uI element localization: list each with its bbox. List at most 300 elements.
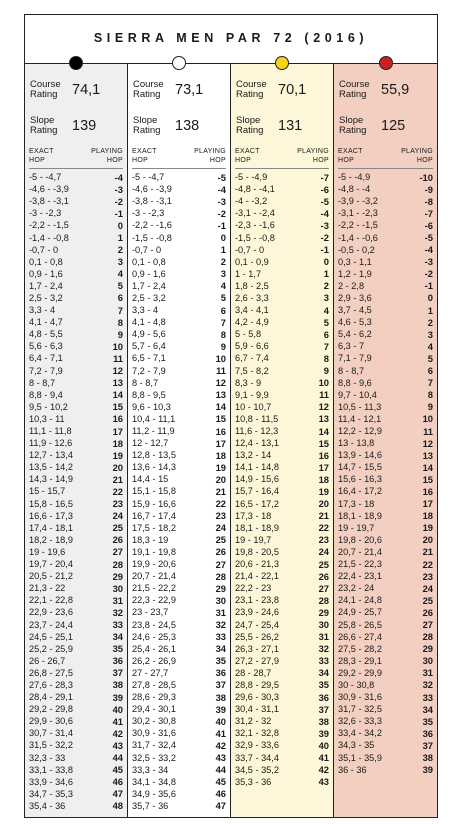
exact-hop-range: 29,6 - 30,3: [235, 692, 279, 703]
playing-hop-value: 19: [112, 449, 123, 461]
exact-hop-range: 1,2 - 1,9: [338, 268, 372, 279]
hop-from: 6,3: [338, 341, 351, 352]
table-row: [235, 582, 329, 594]
hop-from: 14,7: [338, 462, 356, 473]
playing-hop-value: 5: [427, 352, 433, 364]
hop-from: -4,8: [235, 184, 251, 195]
playing-hop-value: 30: [422, 655, 433, 667]
hop-to: 31,1: [261, 704, 279, 715]
table-row: [235, 340, 329, 352]
tee-column-black: [25, 63, 128, 817]
hop-to: 26,1: [158, 643, 176, 654]
exact-hop-range: 24,5 - 25,1: [29, 631, 73, 642]
exact-hop-range: 33,3 - 34: [132, 764, 169, 775]
table-row: [338, 461, 433, 473]
exact-hop-range: 34,7 - 35,3: [29, 788, 73, 799]
hop-from: 10,8: [235, 413, 253, 424]
hop-from: 35,7: [132, 800, 150, 811]
table-row: [29, 219, 123, 231]
playing-hop-value: 32: [318, 643, 329, 655]
hop-to: 25,7: [364, 607, 382, 618]
hop-to: 23,7: [150, 607, 169, 618]
hop-to: 14,9: [55, 474, 73, 485]
table-row: [132, 594, 226, 606]
exact-hop-range: 25,4 - 26,1: [132, 643, 176, 654]
table-row: [235, 437, 329, 449]
exact-hop-range: 3,3 - 4: [29, 305, 56, 316]
hop-from: 17,4: [29, 522, 47, 533]
table-row: [29, 618, 123, 630]
table-row: [29, 558, 123, 570]
hop-to: 8,7: [42, 377, 56, 388]
hop-from: 24,9: [338, 607, 356, 618]
hop-to: 30,6: [55, 716, 73, 727]
hop-to: 22,1: [261, 571, 279, 582]
hop-to: 24,5: [158, 619, 176, 630]
exact-hop-range: 31,2 - 32: [235, 716, 272, 727]
playing-hop-value: 0: [117, 219, 123, 231]
hop-from: 15,8: [29, 498, 47, 509]
playing-hop-value: 22: [318, 522, 329, 534]
exact-hop-range: -0,7 - 0: [235, 244, 265, 255]
hop-from: 0,9: [132, 268, 145, 279]
playing-hop-value: -7: [424, 207, 433, 219]
hop-to: 3,6: [358, 292, 372, 303]
playing-hop-value: 34: [422, 703, 433, 715]
playing-hop-value: 15: [112, 401, 123, 413]
table-row: [132, 643, 226, 655]
exact-hop-range: 20,5 - 21,2: [29, 571, 73, 582]
playing-hop-value: 4: [323, 304, 329, 316]
exact-hop-range: 30 - 30,8: [338, 679, 375, 690]
hop-from: 2,5: [29, 292, 42, 303]
hop-to: 23,6: [55, 607, 73, 618]
exact-hop-range: 23,2 - 24: [338, 583, 375, 594]
hop-to: 23,8: [261, 595, 279, 606]
table-row: [235, 655, 329, 667]
slope-rating-value: 139: [72, 118, 97, 134]
hop-from: 10,4: [132, 413, 150, 424]
hop-to: 26,9: [158, 655, 176, 666]
table-row: [235, 401, 329, 413]
table-row: [29, 776, 123, 788]
exact-hop-range: 19 - 19,6: [29, 546, 66, 557]
course-rating-value: 55,9: [381, 82, 410, 98]
hop-from: 19,7: [29, 559, 47, 570]
exact-hop-range: -3,8 - -3,1: [132, 196, 172, 207]
exact-hop-range: 25,2 - 25,9: [29, 643, 73, 654]
hop-to: 33,8: [55, 764, 73, 775]
hop-to: 24,6: [261, 607, 279, 618]
playing-hop-value: 0: [427, 292, 433, 304]
playing-hop-value: 29: [422, 643, 433, 655]
hop-from: 25,4: [132, 643, 150, 654]
hop-to: 11,9: [157, 426, 175, 437]
table-row: [29, 365, 123, 377]
exact-hop-range: -0,7 - 0: [132, 244, 162, 255]
exact-hop-range: -2,3 - -1,6: [235, 220, 275, 231]
hop-to: 6,6: [255, 341, 269, 352]
exact-hop-range: 35,1 - 35,9: [338, 752, 382, 763]
playing-hop-value: 36: [112, 655, 123, 667]
hop-from: 11,9: [29, 438, 47, 449]
course-rating-label: Course Rating: [30, 78, 61, 100]
hop-from: 28,6: [132, 692, 150, 703]
table-row: [338, 304, 433, 316]
slope-rating: [25, 109, 127, 143]
hop-to: 0: [53, 244, 59, 255]
hop-to: 2,8: [351, 280, 365, 291]
playing-hop-value: 20: [422, 534, 433, 546]
exact-hop-range: 13 - 13,8: [338, 438, 375, 449]
hop-to: 29,3: [158, 692, 176, 703]
playing-hop-value: 28: [215, 570, 226, 582]
table-row: [29, 643, 123, 655]
exact-hop-range: 22,4 - 23,1: [338, 571, 382, 582]
exact-hop-range: -3 - -2,3: [29, 208, 62, 219]
hop-to: 21,4: [158, 571, 176, 582]
exact-hop-range: 33,9 - 34,6: [29, 776, 73, 787]
tee-dot-icon: [172, 56, 186, 70]
table-row: [235, 292, 329, 304]
exact-hop-range: 16,7 - 17,4: [132, 510, 176, 521]
hop-to: 20,4: [55, 559, 73, 570]
hop-from: 21,5: [132, 583, 150, 594]
column-header: [25, 148, 127, 165]
hop-to: 22,9: [158, 595, 176, 606]
hop-from: 21,3: [29, 583, 47, 594]
hop-to: 5,8: [248, 329, 262, 340]
playing-hop-value: 10: [422, 413, 433, 425]
exact-hop-range: 15,8 - 16,5: [29, 498, 73, 509]
playing-hop-value: 40: [112, 703, 123, 715]
hop-from: 24,6: [132, 631, 150, 642]
hop-to: 29,8: [55, 704, 73, 715]
hop-from: 36: [338, 764, 349, 775]
hop-from: 6,5: [132, 353, 145, 364]
playing-hop-value: -1: [114, 207, 123, 219]
hop-to: 28,2: [364, 643, 382, 654]
exact-hop-range: -2,2 - -1,6: [132, 220, 172, 231]
playing-hop-value: 38: [422, 752, 433, 764]
table-row: [29, 764, 123, 776]
exact-hop-range: 29,2 - 29,8: [29, 704, 73, 715]
playing-hop-value: 30: [215, 594, 226, 606]
exact-hop-range: 32,6 - 33,3: [338, 716, 382, 727]
exact-hop-range: 4,9 - 5,6: [132, 329, 166, 340]
playing-hop-value: 5: [323, 316, 329, 328]
playing-hop-value: 26: [215, 546, 226, 558]
hop-from: 30: [338, 679, 349, 690]
hop-from: 27,8: [132, 679, 150, 690]
playing-hop-value: 40: [318, 739, 329, 751]
table-row: [338, 618, 433, 630]
hop-from: 13: [338, 438, 349, 449]
playing-hop-value: 8: [323, 352, 329, 364]
hop-from: 3,3: [132, 305, 145, 316]
hop-to: 26,7: [47, 655, 66, 666]
playing-hop-value: 33: [112, 619, 123, 631]
table-row: [338, 328, 433, 340]
hop-from: 32,3: [29, 752, 47, 763]
table-row: [235, 328, 329, 340]
hop-from: 4,6: [338, 317, 351, 328]
table-row: [235, 244, 329, 256]
playing-hop-value: -1: [217, 219, 226, 231]
exact-hop-range: 18,1 - 18,9: [235, 522, 279, 533]
exact-hop-range: -5 - -4,9: [338, 172, 371, 183]
hop-from: -4,6: [132, 184, 148, 195]
table-row: [29, 679, 123, 691]
hop-to: 34,4: [261, 752, 279, 763]
playing-hop-value: 32: [422, 679, 433, 691]
hop-to: 13,4: [55, 450, 73, 461]
hop-from: 12,4: [235, 438, 253, 449]
hop-from: 14,4: [132, 474, 150, 485]
hop-to: 16,4: [261, 486, 279, 497]
hop-from: 21,5: [338, 559, 356, 570]
hop-from: -1,5: [235, 232, 251, 243]
tee-column-red: [334, 63, 437, 817]
playing-hop-value: 7: [427, 377, 433, 389]
hop-to: 10,4: [358, 389, 377, 400]
playing-hop-value: 9: [323, 365, 329, 377]
hop-to: 4: [49, 305, 56, 316]
playing-hop-value: 31: [112, 594, 123, 606]
exact-hop-range: 19,1 - 19,8: [132, 546, 176, 557]
exact-hop-range: 20,7 - 21,4: [132, 571, 176, 582]
exact-hop-header: EXACT HOP: [235, 148, 260, 164]
playing-hop-value: 35: [422, 715, 433, 727]
table-row: [235, 752, 329, 764]
exact-hop-range: 29,2 - 29,9: [338, 667, 382, 678]
exact-hop-range: 28,6 - 29,3: [132, 692, 176, 703]
exact-hop-range: 29,4 - 30,1: [132, 704, 176, 715]
hop-from: 19: [338, 522, 349, 533]
exact-hop-range: 4,1 - 4,7: [29, 317, 63, 328]
table-row: [338, 715, 433, 727]
exact-hop-range: 18,2 - 18,9: [29, 534, 73, 545]
hop-from: 31,7: [338, 704, 356, 715]
table-row: [338, 473, 433, 485]
exact-hop-range: 30,4 - 31,1: [235, 704, 279, 715]
hop-from: 26: [29, 655, 40, 666]
hop-from: 4,1: [29, 317, 42, 328]
hop-from: 13,5: [29, 462, 47, 473]
hop-to: 30,8: [356, 679, 375, 690]
table-row: [338, 667, 433, 679]
hop-to: 6,4: [152, 341, 166, 352]
hop-to: 15,7: [47, 486, 66, 497]
exact-hop-range: 10,8 - 11,5: [235, 413, 279, 424]
playing-hop-value: 43: [112, 739, 123, 751]
playing-hop-value: 37: [318, 703, 329, 715]
exact-hop-range: 17,5 - 18,2: [132, 522, 176, 533]
hop-from: 8: [132, 377, 138, 388]
playing-hop-value: 30: [112, 582, 123, 594]
hop-from: 8: [338, 365, 344, 376]
hop-to: 24: [364, 583, 375, 594]
hop-from: 10: [235, 401, 246, 412]
hop-from: 23,9: [235, 607, 253, 618]
tee-column-yellow: [231, 63, 334, 817]
table-row: [29, 437, 123, 449]
hop-to: 7,9: [152, 365, 166, 376]
hop-to: 2,4: [152, 280, 166, 291]
hop-from: 29,2: [338, 667, 356, 678]
playing-hop-value: 17: [422, 498, 433, 510]
hop-from: 10,3: [29, 413, 47, 424]
hop-to: 34,6: [55, 776, 73, 787]
exact-hop-range: 1,8 - 2,5: [235, 280, 269, 291]
exact-hop-range: 32,1 - 32,8: [235, 728, 279, 739]
hop-to: 20,5: [261, 546, 279, 557]
table-row: [235, 365, 329, 377]
tee-dot-icon: [379, 56, 393, 70]
hop-to: 14,3: [158, 462, 176, 473]
playing-hop-value: 45: [215, 776, 226, 788]
playing-hop-value: 25: [215, 534, 226, 546]
playing-hop-value: -5: [424, 232, 433, 244]
table-row: [338, 183, 433, 195]
table-row: [235, 703, 329, 715]
hop-from: 34,9: [132, 788, 150, 799]
exact-hop-range: 8 - 8,7: [29, 377, 56, 388]
hop-to: 31,4: [55, 728, 73, 739]
table-row: [235, 727, 329, 739]
playing-hop-value: 22: [215, 498, 226, 510]
hop-from: 32,1: [235, 728, 253, 739]
hop-from: -2,2: [338, 220, 354, 231]
hop-to: 9: [255, 377, 262, 388]
playing-hop-value: 26: [422, 606, 433, 618]
hop-from: 15,9: [132, 498, 150, 509]
playing-hop-value: 12: [318, 401, 329, 413]
playing-hop-value: 24: [422, 582, 433, 594]
playing-hop-value: 27: [112, 546, 123, 558]
playing-hop-value: 6: [323, 328, 329, 340]
table-row: [29, 498, 123, 510]
hop-to: -3,9: [156, 184, 172, 195]
hop-to: 8,2: [255, 365, 269, 376]
hop-from: 12: [132, 438, 143, 449]
playing-hop-value: 25: [112, 522, 123, 534]
playing-hop-value: 9: [220, 340, 226, 352]
table-row: [29, 377, 123, 389]
exact-hop-range: 15 - 15,7: [29, 486, 66, 497]
table-row: [29, 328, 123, 340]
table-row: [132, 461, 226, 473]
table-row: [29, 413, 123, 425]
hop-from: -0,7: [29, 244, 45, 255]
hop-to: 30,3: [261, 692, 279, 703]
playing-hop-value: 5: [117, 280, 123, 292]
course-rating-value: 70,1: [278, 82, 307, 98]
exact-hop-range: 14,4 - 15: [132, 474, 169, 485]
table-row: [29, 739, 123, 751]
playing-hop-value: 0: [220, 232, 226, 244]
hop-from: 29,4: [132, 704, 150, 715]
playing-hop-value: 43: [318, 776, 329, 788]
hop-from: 27,6: [29, 679, 47, 690]
hop-from: -4,6: [29, 184, 45, 195]
exact-hop-range: 28 - 28,7: [235, 667, 272, 678]
exact-hop-range: -4,8 - -4: [338, 184, 371, 195]
table-row: [132, 703, 226, 715]
table-row: [29, 425, 123, 437]
hop-from: 16,5: [235, 498, 253, 509]
hop-to: 33,2: [158, 752, 176, 763]
exact-hop-range: 35,7 - 36: [132, 800, 169, 811]
hop-to: 1,6: [152, 268, 166, 279]
hop-from: 8,3: [235, 377, 248, 388]
table-row: [235, 618, 329, 630]
exact-hop-range: 26,8 - 27,5: [29, 667, 73, 678]
tee-dot-icon: [275, 56, 289, 70]
slope-rating: [231, 109, 333, 143]
hop-from: -3,9: [338, 196, 354, 207]
table-row: [338, 425, 433, 437]
hop-from: 17,3: [338, 498, 356, 509]
playing-hop-value: 33: [318, 655, 329, 667]
playing-hop-value: 9: [117, 328, 123, 340]
table-row: [29, 655, 123, 667]
playing-hop-value: 17: [215, 437, 226, 449]
hop-from: 2,9: [338, 292, 351, 303]
hop-from: 34,3: [338, 740, 356, 751]
table-row: [132, 292, 226, 304]
hop-to: 5,3: [358, 317, 372, 328]
exact-hop-range: 9,6 - 10,3: [132, 401, 171, 412]
hop-to: 8,7: [351, 365, 365, 376]
exact-hop-range: 17,3 - 18: [338, 498, 375, 509]
playing-hop-value: 16: [112, 413, 123, 425]
hop-to: 29,1: [55, 692, 73, 703]
hop-to: 25,1: [55, 631, 73, 642]
exact-hop-range: 20,7 - 21,4: [338, 546, 382, 557]
hop-from: 20,6: [235, 559, 253, 570]
hop-from: 26,8: [29, 667, 47, 678]
hop-to: 18,9: [55, 534, 73, 545]
table-row: [29, 449, 123, 461]
table-row: [132, 256, 226, 268]
hop-to: 27,9: [261, 655, 279, 666]
playing-hop-value: 16: [215, 425, 226, 437]
table-row: [338, 449, 433, 461]
table-row: [132, 582, 226, 594]
hop-from: 31,2: [235, 716, 253, 727]
hop-from: 7,5: [235, 365, 248, 376]
hop-from: 4,9: [132, 329, 145, 340]
playing-hop-value: 44: [112, 752, 123, 764]
hop-from: 19,8: [338, 534, 356, 545]
exact-hop-range: 27,5 - 28,2: [338, 643, 382, 654]
exact-hop-range: 32,3 - 33: [29, 752, 66, 763]
table-row: [29, 171, 123, 183]
table-row: [132, 352, 226, 364]
playing-hop-value: 39: [112, 691, 123, 703]
hop-to: 11,8: [54, 426, 72, 437]
exact-hop-range: 16,6 - 17,3: [29, 510, 73, 521]
hop-from: 0,1: [29, 256, 42, 267]
hop-to: 28,7: [253, 667, 272, 678]
playing-hop-value: 14: [215, 401, 226, 413]
table-row: [235, 389, 329, 401]
exact-hop-range: -3,1 - -2,3: [338, 208, 378, 219]
exact-hop-range: 9,1 - 9,9: [235, 389, 269, 400]
hop-from: -5: [132, 172, 141, 183]
table-row: [29, 389, 123, 401]
